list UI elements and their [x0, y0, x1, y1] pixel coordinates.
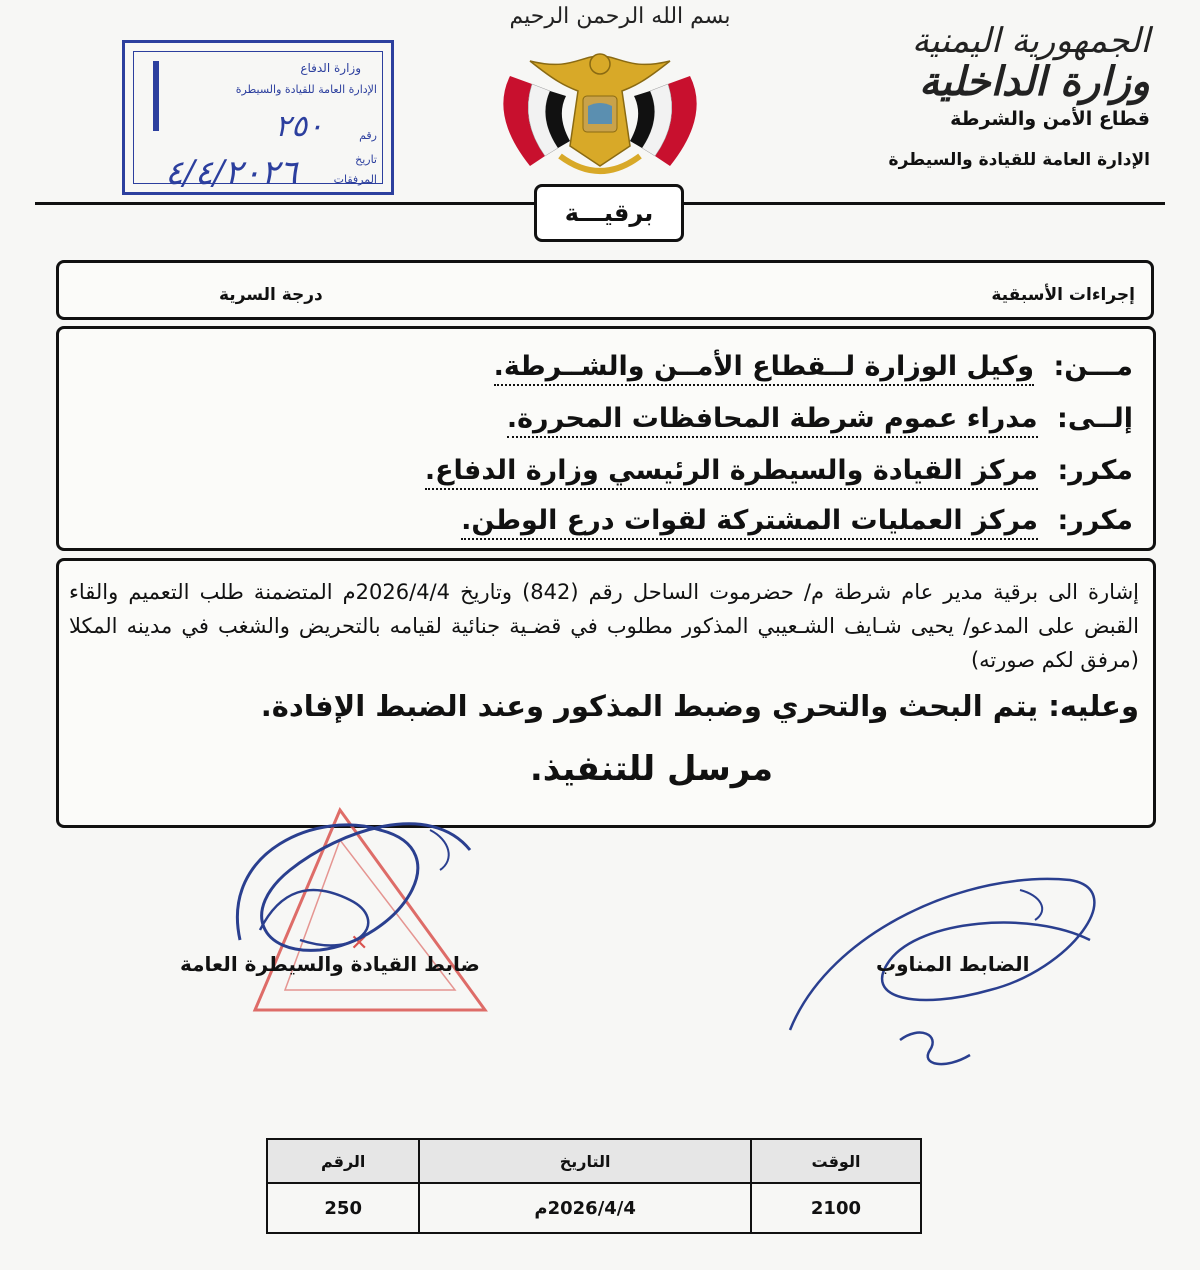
stamp-mark-icon — [153, 61, 159, 131]
address-value: مركز العمليات المشتركة لقوات درع الوطن. — [461, 505, 1038, 540]
address-value: وكيل الوزارة لــقطاع الأمــن والشــرطة. — [494, 351, 1035, 386]
number-value: 250 — [267, 1183, 419, 1233]
address-label: مكرر: — [1057, 505, 1133, 536]
address-value: مدراء عموم شرطة المحافظات المحررة. — [507, 403, 1038, 438]
address-label: مـــن: — [1053, 351, 1133, 382]
country-name: الجمهورية اليمنية — [911, 21, 1150, 61]
stamp-number: ٢٥٠ — [275, 109, 324, 144]
svg-text:✕: ✕ — [350, 931, 369, 956]
letterhead — [830, 22, 1150, 170]
time-header: الوقت — [751, 1139, 921, 1183]
number-header: الرقم — [267, 1139, 419, 1183]
classification-label: درجة السرية — [219, 285, 323, 305]
address-cc-2 — [461, 505, 1133, 536]
stamp-date-label: تاريخ — [355, 153, 377, 166]
national-emblem-icon — [470, 36, 730, 186]
stamp-department: الإدارة العامة للقيادة والسيطرة — [235, 83, 377, 96]
ministry-name: وزارة الداخلية — [919, 58, 1150, 105]
address-cc-1 — [425, 455, 1133, 486]
stamp-ministry: وزارة الدفاع — [300, 61, 361, 75]
body-directive: وعليه: يتم البحث والتحري وضبط المذكور وعند الضبط الإفادة. — [260, 689, 1139, 723]
priority-row — [56, 260, 1154, 320]
triangle-seal-icon — [240, 800, 500, 1030]
body-sent-for-execution: مرسل للتنفيذ. — [529, 749, 773, 789]
stamp-number-label: رقم — [359, 129, 377, 142]
date-value: 2026/4/4م — [419, 1183, 751, 1233]
meta-table — [266, 1138, 922, 1234]
receipt-stamp — [122, 40, 394, 195]
signature-right-label: الضابط المناوب — [876, 952, 1030, 976]
table-row — [267, 1183, 921, 1233]
date-header: التاريخ — [419, 1139, 751, 1183]
stamp-date: ٤/٤/٢٠٢٦ — [165, 153, 298, 193]
sector-name: قطاع الأمن والشرطة — [950, 108, 1150, 130]
basmala: بسم الله الرحمن الرحيم — [509, 4, 731, 29]
address-from — [494, 351, 1133, 382]
time-value: 2100 — [751, 1183, 921, 1233]
address-to — [507, 403, 1133, 434]
precedence-label: إجراءات الأسبقية — [991, 285, 1135, 305]
address-label: إلــى: — [1057, 403, 1133, 434]
document-title: برقيـــة — [534, 184, 684, 242]
signature-left-label: ضابط القيادة والسيطرة العامة — [180, 952, 480, 976]
address-value: مركز القيادة والسيطرة الرئيسي وزارة الدفاع. — [425, 455, 1038, 490]
table-row — [267, 1139, 921, 1183]
body-paragraph: إشارة الى برقية مدير عام شرطة م/ حضرموت الساحل رقم (842) وتاريخ 2026/4/4م المتضمنة طلب التعميم والقاء القبض على المدعو/ يحيى شـايف الشـعيبي المذكور مطلوب في قضـية جنائية لقيامه بالتحريض والشغب في مدينه المكلا (مرفق لكم صورته) — [69, 580, 1139, 672]
address-block — [56, 326, 1156, 551]
message-body — [56, 558, 1156, 828]
department-name: الإدارة العامة للقيادة والسيطرة — [888, 150, 1150, 170]
stamp-attachments-label: المرفقات — [333, 173, 377, 186]
address-label: مكرر: — [1057, 455, 1133, 486]
